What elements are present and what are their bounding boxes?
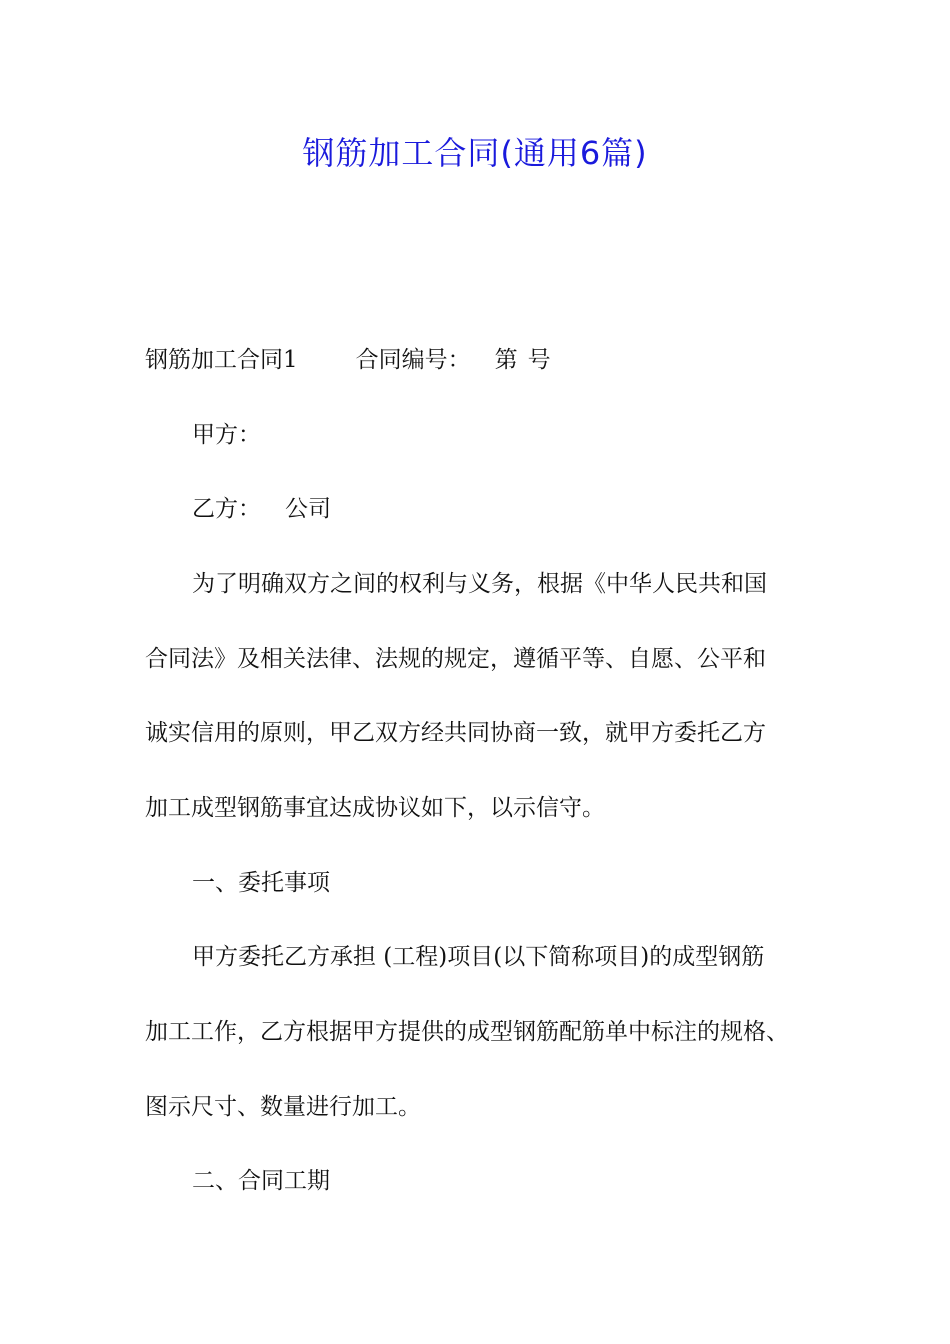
- party-a-line: 甲方：: [192, 422, 261, 448]
- contract-header-line: [145, 342, 825, 378]
- intro-paragraph-line: 为了明确双方之间的权利与义务，根据《中华人民共和国: [192, 571, 767, 597]
- contract-number-label: 合同编号：: [355, 347, 471, 373]
- intro-paragraph-line: 合同法》及相关法律、法规的规定，遵循平等、自愿、公平和: [145, 646, 766, 672]
- intro-paragraph-line: 加工成型钢筋事宜达成协议如下，以示信守。: [145, 795, 605, 821]
- contract-name: 钢筋加工合同1: [145, 347, 298, 373]
- section-1-paragraph-line: 加工工作，乙方根据甲方提供的成型钢筋配筋单中标注的规格、: [145, 1019, 789, 1045]
- section-1-paragraph-line: 图示尺寸、数量进行加工。: [145, 1094, 421, 1120]
- party-b-label: 乙方：: [192, 496, 261, 522]
- contract-number-di: 第: [494, 347, 518, 373]
- section-2-heading: 二、合同工期: [192, 1168, 330, 1194]
- section-1-heading: 一、委托事项: [192, 870, 330, 896]
- document-title: 钢筋加工合同(通用6篇): [302, 134, 648, 172]
- party-b-line: [192, 491, 872, 527]
- party-b-value: 公司: [285, 496, 331, 522]
- section-1-paragraph-line: 甲方委托乙方承担 (工程)项目(以下简称项目)的成型钢筋: [192, 944, 765, 970]
- contract-number-hao: 号: [527, 347, 551, 373]
- intro-paragraph-line: 诚实信用的原则，甲乙双方经共同协商一致，就甲方委托乙方: [145, 720, 766, 746]
